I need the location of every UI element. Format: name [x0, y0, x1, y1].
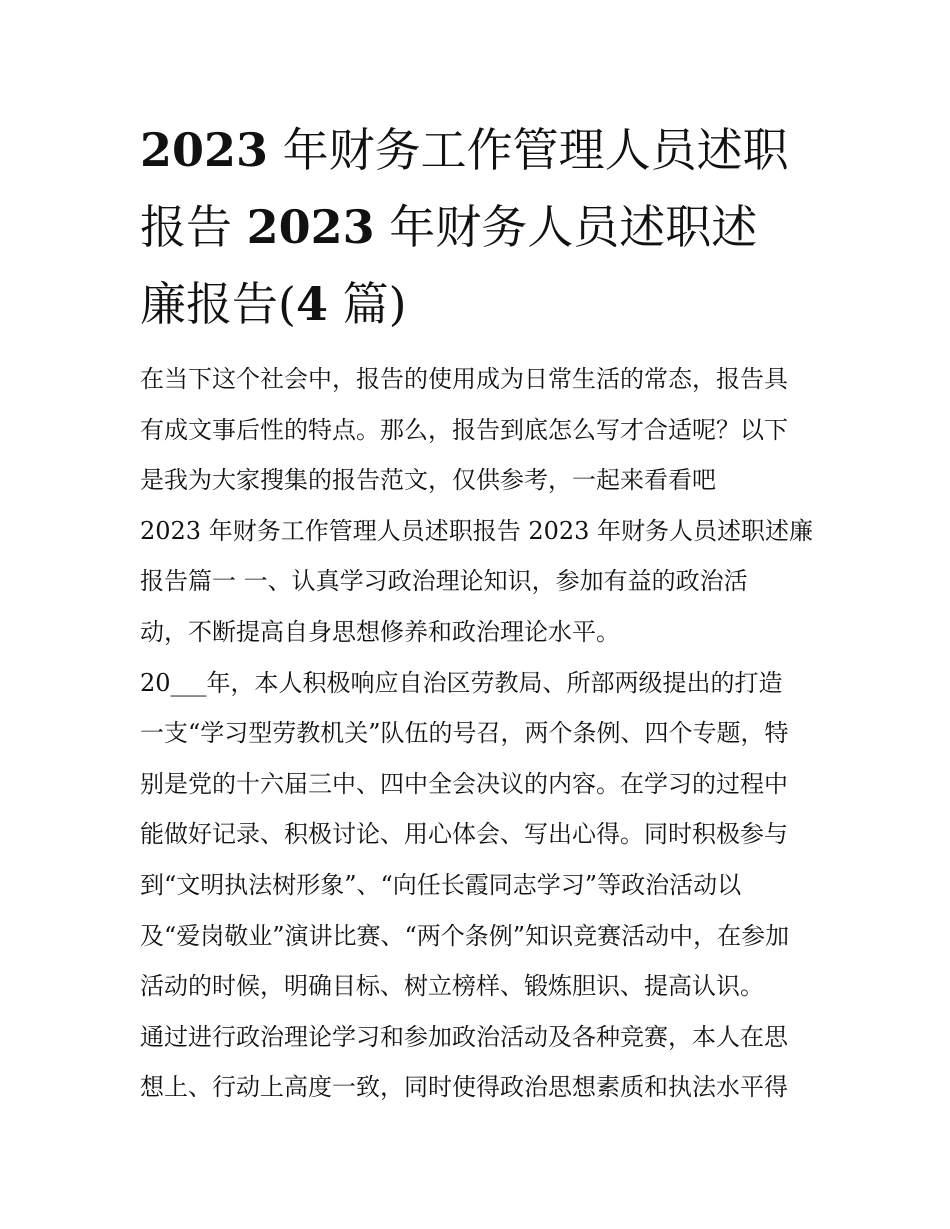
- body-line: 动，不断提高自身思想修养和政治理论水平。: [140, 617, 620, 646]
- title-line-2: 报告 2023 年财务人员述职述: [140, 200, 758, 254]
- body-line: 一支“学习型劳教机关”队伍的号召，两个条例、四个专题，特: [140, 719, 789, 748]
- body-line: 在当下这个社会中，报告的使用成为日常生活的常态，报告具: [140, 365, 788, 393]
- body-line: 别是党的十六届三中、四中全会决议的内容。在学习的过程中: [140, 769, 788, 798]
- body-line: 有成文事后性的特点。那么，报告到底怎么写才合适呢？以下: [140, 415, 788, 444]
- body-line: 报告篇一 一、认真学习政治理论知识，参加有益的政治活: [140, 567, 748, 596]
- document-title: [140, 112, 820, 343]
- body-line: 活动的时候，明确目标、树立榜样、锻炼胆识、提高认识。: [140, 972, 764, 1001]
- body-line: 通过进行政治理论学习和参加政治活动及各种竞赛，本人在思: [140, 1022, 788, 1051]
- body-line: 2023 年财务工作管理人员述职报告 2023 年财务人员述职述廉: [140, 516, 814, 545]
- body-line: 是我为大家搜集的报告范文，仅供参考，一起来看看吧: [140, 466, 716, 495]
- title-line-3: 廉报告(4 篇): [140, 277, 407, 331]
- body-line: 到“文明执法树形象”、“向任长霞同志学习”等政治活动以: [140, 870, 742, 899]
- title-line-1: 2023 年财务工作管理人员述职: [140, 123, 789, 177]
- document-body: [140, 354, 820, 1113]
- body-line: 及“爱岗敬业”演讲比赛、“两个条例”知识竞赛活动中，在参加: [140, 921, 790, 950]
- body-line: 能做好记录、积极讨论、用心体会、写出心得。同时积极参与: [140, 820, 788, 849]
- body-line: 20___年，本人积极响应自治区劳教局、所部两级提出的打造: [140, 668, 783, 697]
- body-line: 想上、行动上高度一致，同时使得政治思想素质和执法水平得: [140, 1073, 788, 1102]
